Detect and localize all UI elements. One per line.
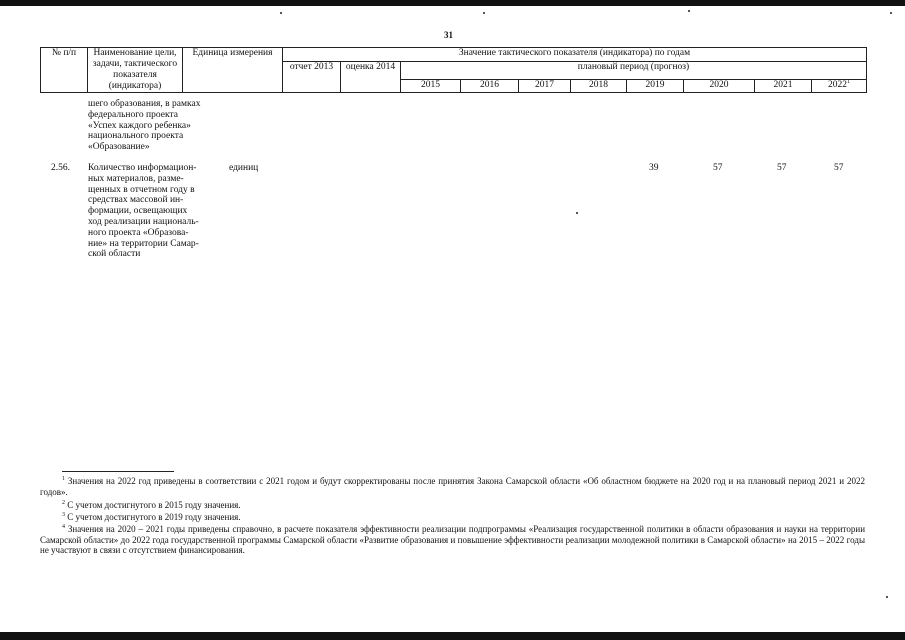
scan-speck [886, 596, 888, 598]
row-number: 2.56. [51, 163, 70, 173]
scan-bottom-edge [0, 632, 905, 640]
header-report-2013: отчет 2013 [283, 62, 341, 93]
value-2019: 39 [649, 163, 659, 173]
header-name: Наименование цели, задачи, тактического показателя (индикатора) [88, 48, 183, 93]
header-year-2021: 2021 [755, 80, 812, 93]
footnote-4: $^4$ Значения на 2020 – 2021 годы приведены справочно, в расчете показателя эффективности реализации подпрограммы «Реализация государственной политики в области образования и науки на территории Самарской области» до 2022 года государственной программы Самарской области «Развитие образования и повышение эффективности реализации молодежной политики в Самарской области» на 2015 – 2022 годы не участвуют в связи с отсутствием финансирования. [40, 524, 866, 556]
header-year-2022: 2022$^1$ [812, 80, 867, 93]
header-values-group: Значение тактического показателя (индикатора) по годам [283, 48, 867, 62]
footnote-ref-1: 1 [847, 78, 850, 85]
scan-top-edge [0, 0, 905, 6]
row-indicator-name: Количество информацион- ных материалов, разме- щенных в отчетном году в средствах массовой ин- формации, освещающих ход реализации националь- ного проекта «Образова- ние» на территории Самар- ской области [88, 163, 199, 260]
value-2020: 57 [713, 163, 723, 173]
header-year-2020: 2020 [684, 80, 755, 93]
footnote-1: $^1$ Значения на 2022 год приведены в соответствии с 2021 годом и будут скорректированы после принятия Закона Самарской области «Об областном бюджете на 2020 год и на плановый период 2021 и 2022 годов». [40, 476, 866, 497]
footnote-3: $^3$ С учетом достигнутого в 2019 году значения. [62, 512, 241, 522]
row-unit: единиц [229, 163, 259, 173]
continuation-text: шего образования, в рамках федерального проекта «Успех каждого ребенка» национального проекта «Образование» [88, 99, 201, 153]
page-number: 31 [444, 30, 453, 40]
header-year-2017: 2017 [519, 80, 571, 93]
header-num: № п/п [41, 48, 88, 93]
header-plan-period: плановый период (прогноз) [401, 62, 867, 80]
value-2022: 57 [834, 163, 844, 173]
header-year-2018: 2018 [571, 80, 627, 93]
scan-speck [280, 12, 282, 14]
scan-speck [890, 12, 892, 14]
scan-speck [576, 212, 578, 214]
indicator-table [40, 47, 867, 93]
header-year-2016: 2016 [461, 80, 519, 93]
footnote-2: $^2$ С учетом достигнутого в 2015 году значения. [62, 500, 241, 510]
scan-speck [483, 12, 485, 14]
footnote-separator [62, 471, 174, 472]
header-year-2015: 2015 [401, 80, 461, 93]
value-2021: 57 [777, 163, 787, 173]
header-unit: Единица измерения [183, 48, 283, 93]
scan-speck [688, 10, 690, 12]
header-year-2019: 2019 [627, 80, 684, 93]
header-estimate-2014: оценка 2014 [341, 62, 401, 93]
